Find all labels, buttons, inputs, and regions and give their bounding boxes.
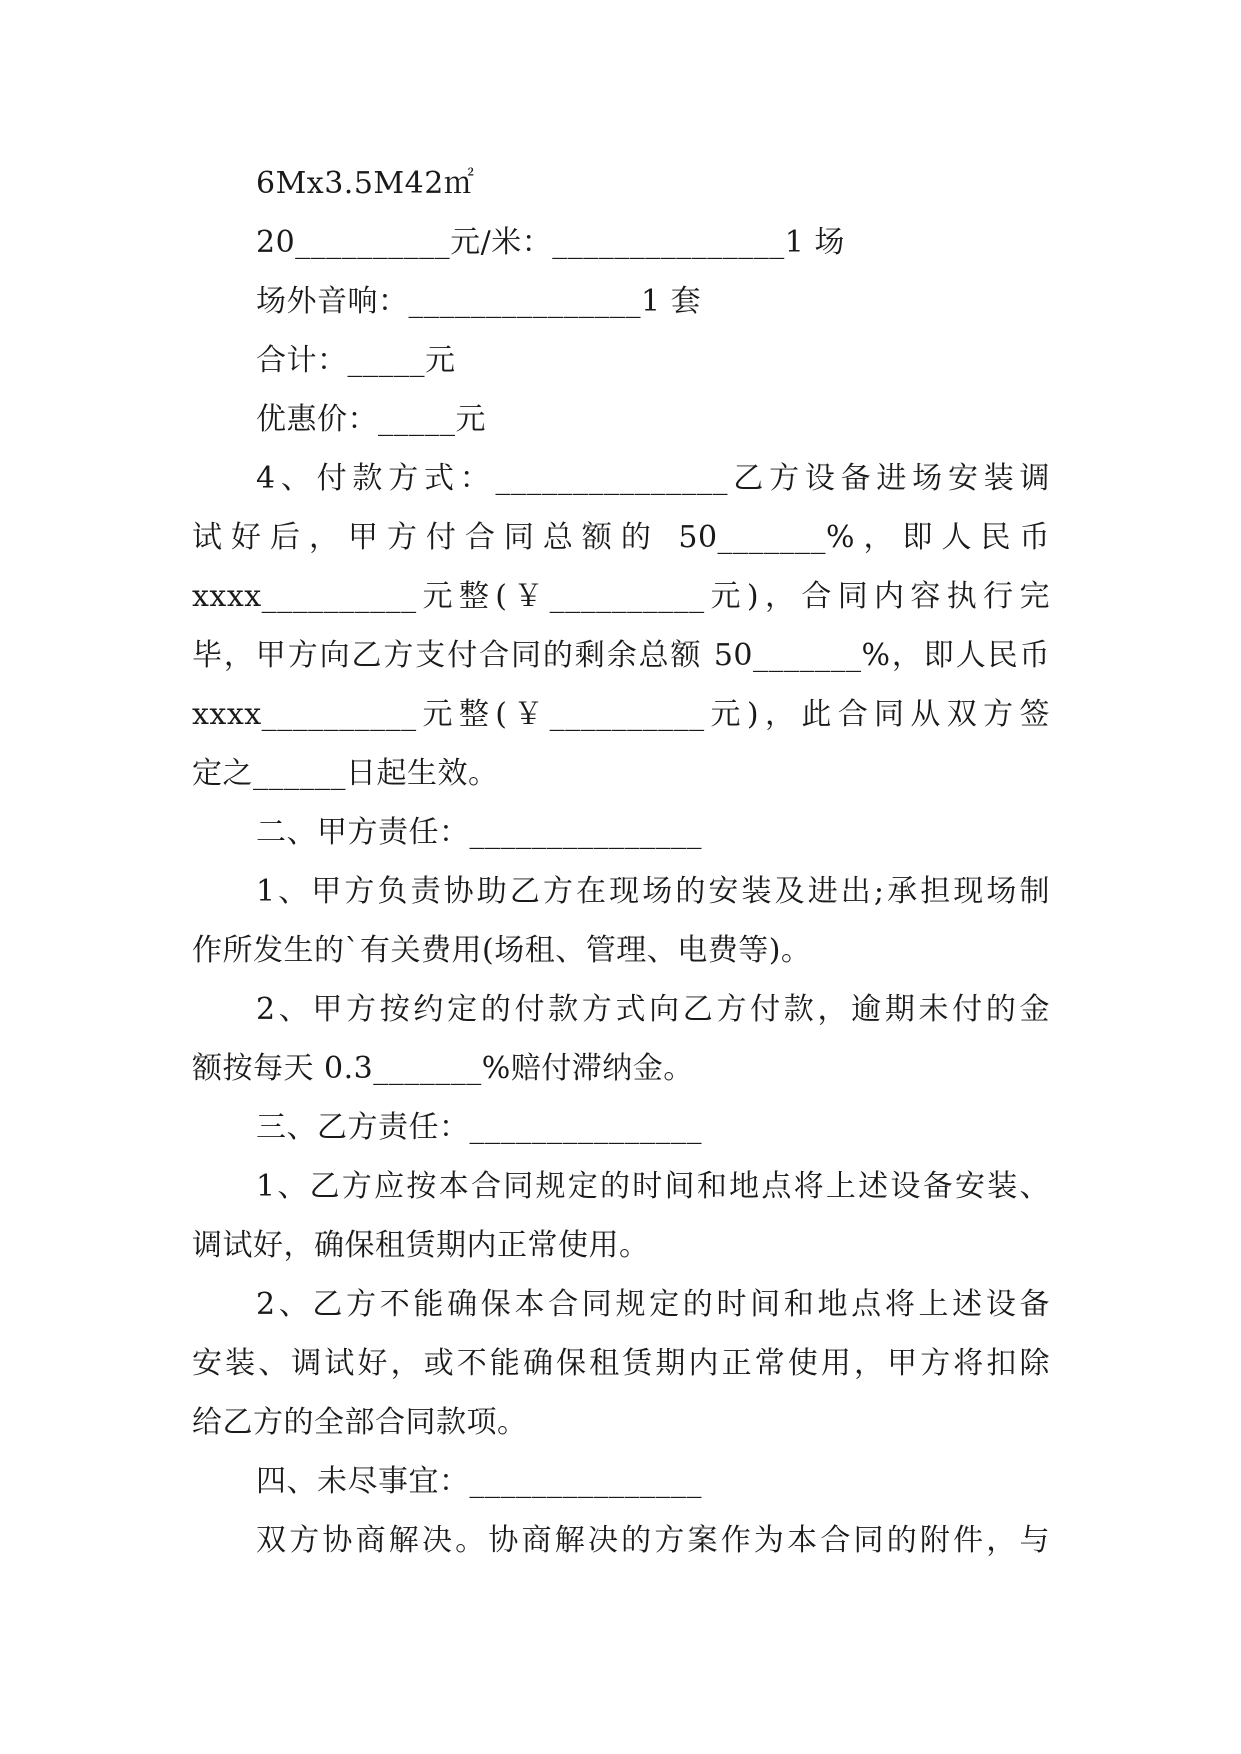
text-line: xxxx__________元整(￥__________元)，合同内容执行完 [192,579,1050,614]
text-line: 双方协商解决。协商解决的方案作为本合同的附件，与 [256,1523,1050,1558]
text-line: 作所发生的`有关费用(场租、管理、电费等)。 [192,933,812,968]
section-heading: 三、乙方责任：_______________ [256,1110,702,1145]
text-line: 调试好，确保租赁期内正常使用。 [192,1228,650,1263]
text-line: 合计：_____元 [256,343,456,378]
text-line: 2、甲方按约定的付款方式向乙方付款，逾期未付的金 [256,992,1050,1027]
text-line: 试好后，甲方付合同总额的 50_______%，即人民币 [192,520,1050,555]
text-line: 优惠价：_____元 [256,402,486,437]
text-line: 场外音响：_______________1 套 [256,284,702,319]
text-line: 毕，甲方向乙方支付合同的剩余总额 50_______%，即人民币 [192,638,1050,673]
text-line: 额按每天 0.3_______%赔付滞纳金。 [192,1051,694,1086]
text-line: 6Mx3.5M42㎡ [256,166,475,201]
text-line: 安装、调试好，或不能确保租赁期内正常使用，甲方将扣除 [192,1346,1050,1381]
text-line: 定之______日起生效。 [192,756,499,791]
text-line: 1、甲方负责协助乙方在现场的安装及进出;承担现场制 [256,874,1050,909]
text-line: 4、付款方式：_______________乙方设备进场安装调 [256,461,1050,496]
text-line: 1、乙方应按本合同规定的时间和地点将上述设备安装、 [256,1169,1050,1204]
section-heading: 四、未尽事宜：_______________ [256,1464,702,1499]
text-line: 2、乙方不能确保本合同规定的时间和地点将上述设备 [256,1287,1050,1322]
text-line: xxxx__________元整(￥__________元)，此合同从双方签 [192,697,1050,732]
text-line: 20__________元/米：_______________1 场 [256,225,845,260]
section-heading: 二、甲方责任：_______________ [256,815,702,850]
text-line: 给乙方的全部合同款项。 [192,1405,528,1440]
